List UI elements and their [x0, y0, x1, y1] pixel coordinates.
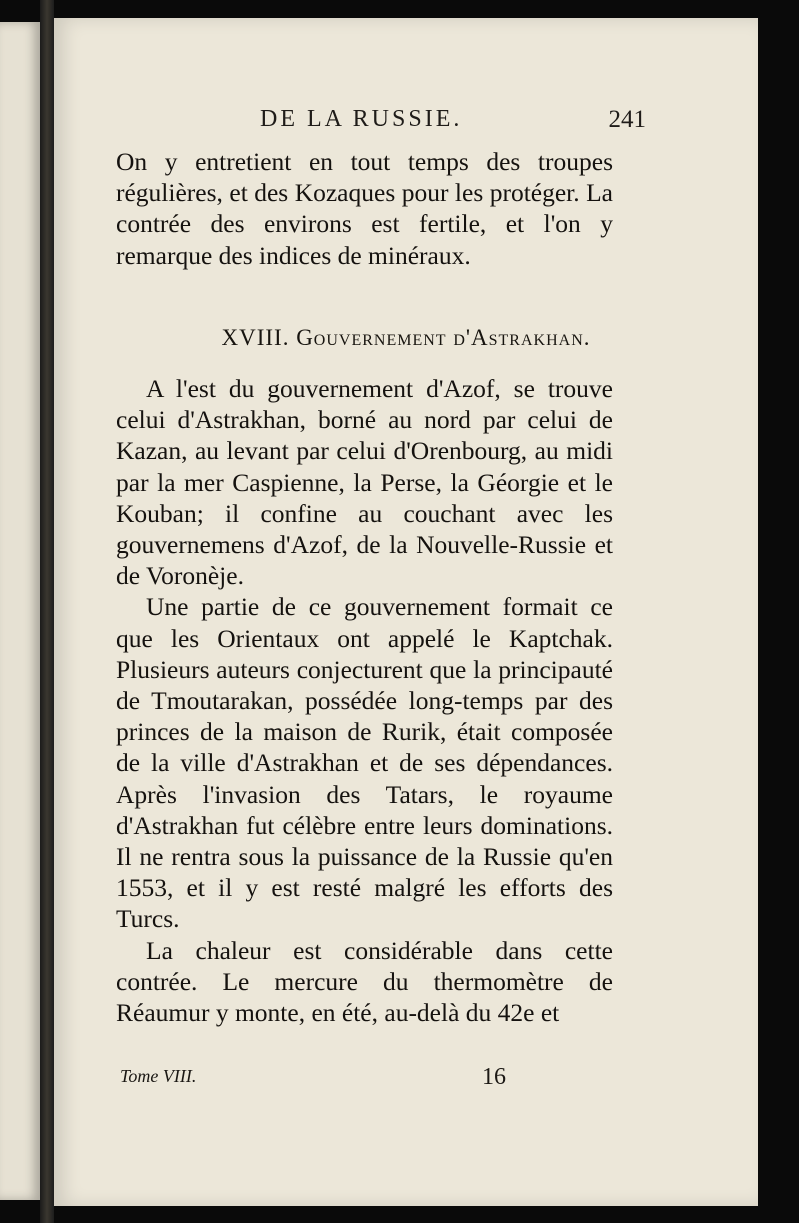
running-title: DE LA RUSSIE.: [260, 106, 463, 132]
body-paragraph-2: Une partie de ce gouvernement formait ce que les Orientaux ont appelé le Kaptchak. Plusieurs auteurs conjecturent que la principauté de Tmoutarakan, possédée long-temps par des princes de la maison de Rurik, était composée de la ville d'Astrakhan et de ses dépendances. Après l'invasion des Tatars, le royaume d'Astrakhan fut célèbre entre leurs dominations. Il ne rentra sous la puissance de la Russie qu'en 1553, et il y est resté malgré les efforts des Turcs.: [116, 592, 613, 934]
book-gutter: [40, 0, 54, 1223]
left-page-edge: [0, 22, 40, 1200]
intro-paragraph: On y entretient en tout temps des troupes régulières, et des Kozaques pour les protéger. La contrée des environs est fertile, et l'on y remarque des indices de minéraux.: [116, 147, 613, 270]
section-heading: XVIII. Gouvernement d'Astrakhan.: [221, 325, 591, 350]
volume-signature: Tome VIII.: [120, 1066, 197, 1086]
section-body: [116, 373, 613, 1028]
page-number: 241: [608, 106, 646, 133]
sheet-number: 16: [482, 1064, 506, 1090]
page-footer: [54, 1066, 758, 1096]
body-paragraph-1: A l'est du gouvernement d'Azof, se trouve celui d'Astrakhan, borné au nord par celui de Kazan, au levant par celui d'Orenbourg, au midi par la mer Caspienne, la Perse, la Géorgie et le Kouban; il confine au couchant avec les gouvernemens d'Azof, de la Nouvelle-Russie et de Voronèje.: [116, 374, 613, 591]
intro-paragraph-block: [116, 146, 613, 271]
book-page: [54, 18, 758, 1206]
page-header: [54, 106, 758, 142]
body-paragraph-3: La chaleur est considérable dans cette contrée. Le mercure du thermomètre de Réaumur y monte, en été, au-delà du 42e et: [116, 935, 613, 1028]
